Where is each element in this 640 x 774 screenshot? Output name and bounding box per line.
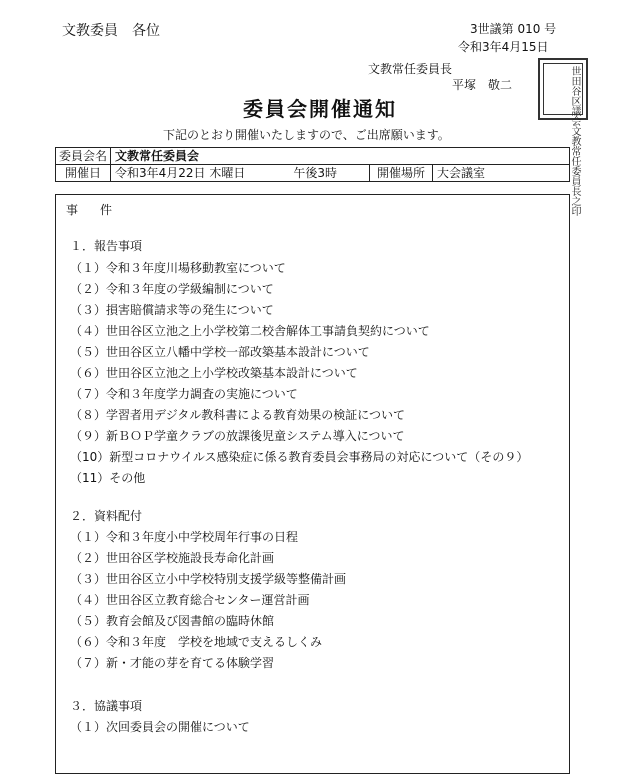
seal-text: 世田谷区議会文教常任委員長之印 [543,63,583,115]
list-item: （５）世田谷区立八幡中学校一部改築基本設計について [70,345,370,359]
list-item: （２）令和３年度の学級編制について [70,282,274,296]
list-item: （７）令和３年度学力調査の実施について [70,387,298,401]
list-item: （３）世田谷区立小中学校特別支援学級等整備計画 [70,572,347,586]
section-title: １．報告事項 [70,239,143,253]
list-item: （１）令和３年度小中学校周年行事の日程 [70,530,299,544]
document-number: 3世議第 010 号 [470,22,557,36]
list-item: （１）次回委員会の開催について [70,720,250,734]
section-title: ２．資料配付 [70,509,143,523]
place-label: 開催場所 [370,165,433,182]
committee-row [56,148,570,165]
list-item: （６）世田谷区立池之上小学校改築基本設計について [70,366,358,380]
meeting-info-table [55,147,570,182]
list-item: （４）世田谷区立教育総合センター運営計画 [70,593,310,607]
list-item: （11）その他 [70,471,146,485]
sender-name: 平塚 敬二 [452,78,513,92]
page-title: 委員会開催通知 [243,97,397,121]
committee-label: 委員会名 [56,148,111,165]
section-title: ３．協議事項 [70,699,143,713]
date-value: 令和3年4月22日 木曜日 午後3時 [111,165,370,182]
list-item: （２）世田谷区学校施設長寿命化計画 [70,551,275,565]
committee-value: 文教常任委員会 [111,148,570,165]
date-row [56,165,570,182]
sender-role: 文教常任委員長 [368,62,453,76]
list-item: （８）学習者用デジタル教科書による教育効果の検証について [70,408,406,422]
place-value: 大会議室 [433,165,570,182]
list-item: （６）令和３年度 学校を地域で支えるしくみ [70,635,323,649]
list-item: （10）新型コロナウイルス感染症に係る教育委員会事務局の対応について（その９） [70,450,529,464]
agenda-box [55,194,570,774]
list-item: （１）令和３年度川場移動教室について [70,261,286,275]
addressee: 文教委員 各位 [62,23,160,39]
list-item: （７）新・才能の芽を育てる体験学習 [70,656,275,670]
agenda-heading: 事件 [66,203,135,217]
document-date: 令和3年4月15日 [458,40,549,54]
list-item: （３）損害賠償請求等の発生について [70,303,274,317]
date-label: 開催日 [56,165,111,182]
intro-text: 下記のとおり開催いたしますので、ご出席願います。 [163,128,450,142]
list-item: （４）世田谷区立池之上小学校第二校舎解体工事請負契約について [70,324,430,338]
list-item: （５）教育会館及び図書館の臨時休館 [70,614,275,628]
list-item: （９）新ＢＯＰ学童クラブの放課後児童システム導入について [70,429,405,443]
